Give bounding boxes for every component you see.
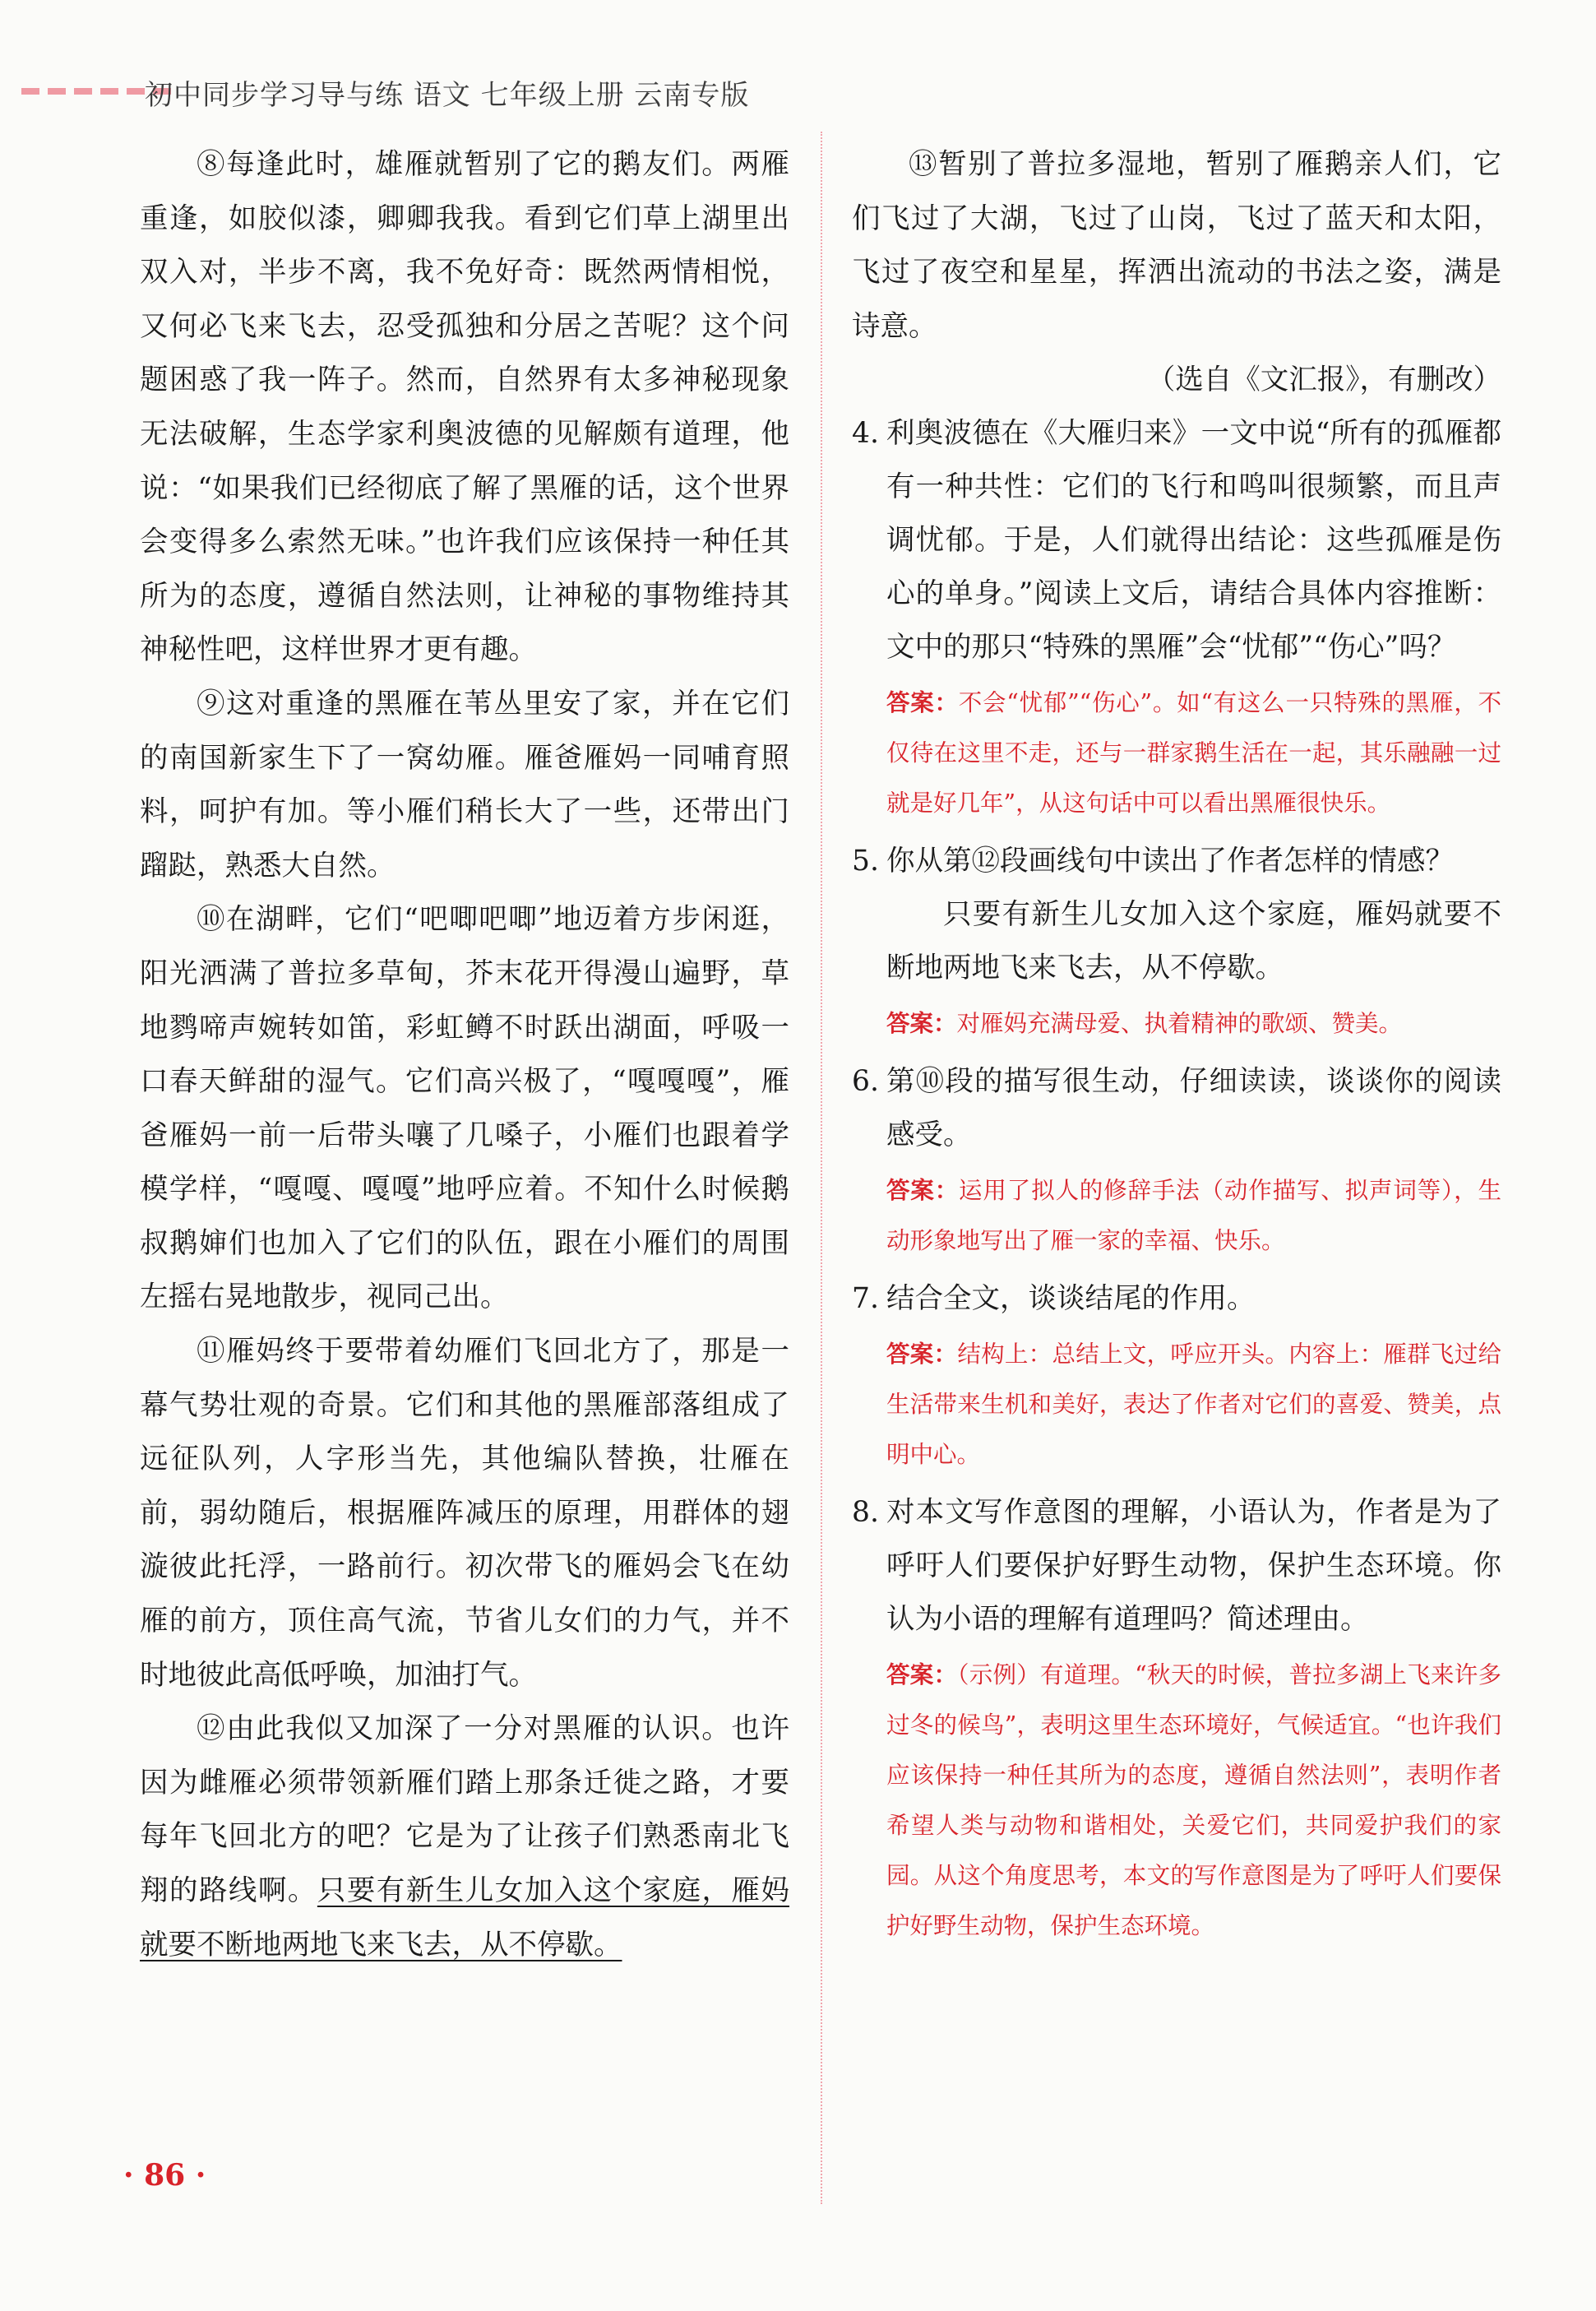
paragraph-11: ⑪雁妈终于要带着幼雁们飞回北方了，那是一幕气势壮观的奇景。它们和其他的黑雁部落组成了远征队列，人字形当先，其他编队替换，壮雁在前，弱幼随后，根据雁阵减压的原理，用群体的翅漩彼此托浮，一路前行。初次带飞的雁妈会飞在幼雁的前方，顶住高气流，节省儿女们的力气，并不时地彼此高低呼唤，加油打气。	[140, 1335, 789, 1692]
question-text: 利奥波德在《大雁归来》一文中说“所有的孤雁都有一种共性：它们的飞行和鸣叫很频繁，而且声调忧郁。于是，人们就得出结论：这些孤雁是伤心的单身。”阅读上文后，请结合具体内容推断：文中的那只“特殊的黑雁”会“忧郁”“伤心”吗？	[886, 417, 1501, 665]
answer-text: 结构上：总结上文，呼应开头。内容上：雁群飞过给生活带来生机和美好，表达了作者对它们的喜爱、赞美，点明中心。	[886, 1341, 1501, 1469]
paragraph-12-text: ⑫由此我似又加深了一分对黑雁的认识。也许因为雌雁必须带领新雁们踏上那条迁徙之路，才要每年飞回北方的吧？它是为了让孩子们熟悉南北飞翔的路线啊。	[140, 1712, 789, 1907]
answer-text: （示例）有道理。“秋天的时候，普拉多湖上飞来许多过冬的候鸟”，表明这里生态环境好，气候适宜。“也许我们应该保持一种任其所为的态度，遵循自然法则”，表明作者希望人类与动物和谐相处，关爱它们，共同爱护我们的家园。从这个角度思考，本文的写作意图是为了呼吁人们要保护好野生动物，保护生态环境。	[886, 1661, 1501, 1940]
question-8	[852, 1486, 1501, 1646]
answer-label: 答案：	[886, 689, 959, 717]
answer-label: 答案：	[886, 1661, 958, 1689]
question-number: 5.	[852, 845, 879, 878]
quoted-sentence: 只要有新生儿女加入这个家庭，雁妈就要不断地两地飞来飞去，从不停歇。	[886, 898, 1501, 985]
answer-label: 答案：	[886, 1010, 957, 1038]
underlined-sentence: 只要有新生儿女加入这个家庭，雁妈就要不断地两地飞来飞去，从不停歇。	[140, 1874, 790, 1961]
question-5	[852, 835, 1501, 888]
page-header	[0, 67, 1596, 117]
question-number: 4.	[852, 417, 879, 451]
question-block-7	[852, 1272, 1501, 1480]
answer-text: 运用了拟人的修辞手法（动作描写、拟声词等），生动形象地写出了雁一家的幸福、快乐。	[886, 1177, 1501, 1255]
question-7	[852, 1272, 1501, 1326]
question-number: 8.	[852, 1496, 879, 1530]
book-title: 初中同步学习导与练 语文 七年级上册 云南专版	[145, 79, 750, 112]
paragraph-13: ⑬暂别了普拉多湿地，暂别了雁鹅亲人们，它们飞过了大湖，飞过了山岗，飞过了蓝天和太阳，飞过了夜空和星星，挥洒出流动的书法之姿，满是诗意。	[852, 148, 1501, 343]
question-text: 第⑩段的描写很生动，仔细读读，谈谈你的阅读感受。	[886, 1065, 1501, 1152]
question-block-8	[852, 1486, 1501, 1951]
question-block-6	[852, 1055, 1501, 1266]
question-6	[852, 1055, 1501, 1162]
answer-4	[852, 678, 1501, 828]
question-number: 6.	[852, 1065, 879, 1099]
answer-label: 答案：	[886, 1341, 958, 1369]
answer-label: 答案：	[886, 1177, 960, 1205]
question-4	[852, 407, 1501, 674]
left-column	[140, 138, 789, 1972]
column-divider	[821, 132, 822, 2204]
right-column	[852, 138, 1501, 1957]
question-block-5	[852, 835, 1501, 1049]
question-text: 对本文写作意图的理解，小语认为，作者是为了呼吁人们要保护好野生动物，保护生态环境。你认为小语的理解有道理吗？简述理由。	[886, 1496, 1501, 1637]
paragraph-12	[140, 1702, 789, 1972]
question-text: 你从第⑫段画线句中读出了作者怎样的情感？	[886, 845, 1454, 878]
answer-7	[852, 1329, 1501, 1480]
question-block-4	[852, 407, 1501, 828]
question-number: 7.	[852, 1282, 879, 1316]
paragraph-8: ⑧每逢此时，雄雁就暂别了它的鹅友们。两雁重逢，如胶似漆，卿卿我我。看到它们草上湖里出双入对，半步不离，我不免好奇：既然两情相悦，又何必飞来飞去，忍受孤独和分居之苦呢？这个问题困惑了我一阵子。然而，自然界有太多神秘现象无法破解，生态学家利奥波德的见解颇有道理，他说：“如果我们已经彻底了解了黑雁的话，这个世界会变得多么索然无味。”也许我们应该保持一种任其所为的态度，遵循自然法则，让神秘的事物维持其神秘性吧，这样世界才更有趣。	[140, 148, 789, 667]
paragraph-10: ⑩在湖畔，它们“吧唧吧唧”地迈着方步闲逛，阳光洒满了普拉多草甸，芥末花开得漫山遍野，草地鹨啼声婉转如笛，彩虹鳟不时跃出湖面，呼吸一口春天鲜甜的湿气。它们高兴极了，“嘎嘎嘎”，雁爸雁妈一前一后带头嚷了几嗓子，小雁们也跟着学模学样，“嘎嘎、嘎嘎”地呼应着。不知什么时候鹅叔鹅婶们也加入了它们的队伍，跟在小雁们的周围左摇右晃地散步，视同己出。	[140, 903, 789, 1314]
source-citation: （选自《文汇报》，有删改）	[1146, 364, 1501, 397]
answer-text: 不会“忧郁”“伤心”。如“有这么一只特殊的黑雁，不仅待在这里不走，还与一群家鹅生活在一起，其乐融融一过就是好几年”，从这句话中可以看出黑雁很快乐。	[886, 689, 1501, 817]
answer-5	[852, 998, 1501, 1049]
answer-text: 对雁妈充满母爱、执着精神的歌颂、赞美。	[956, 1010, 1403, 1038]
answer-8	[852, 1650, 1501, 1951]
page-number: · 86 ·	[123, 2158, 206, 2193]
paragraph-9: ⑨这对重逢的黑雁在苇丛里安了家，并在它们的南国新家生下了一窝幼雁。雁爸雁妈一同哺育照料，呵护有加。等小雁们稍长大了一些，还带出门蹓跶，熟悉大自然。	[140, 687, 789, 882]
question-text: 结合全文，谈谈结尾的作用。	[886, 1282, 1256, 1316]
answer-6	[852, 1165, 1501, 1266]
